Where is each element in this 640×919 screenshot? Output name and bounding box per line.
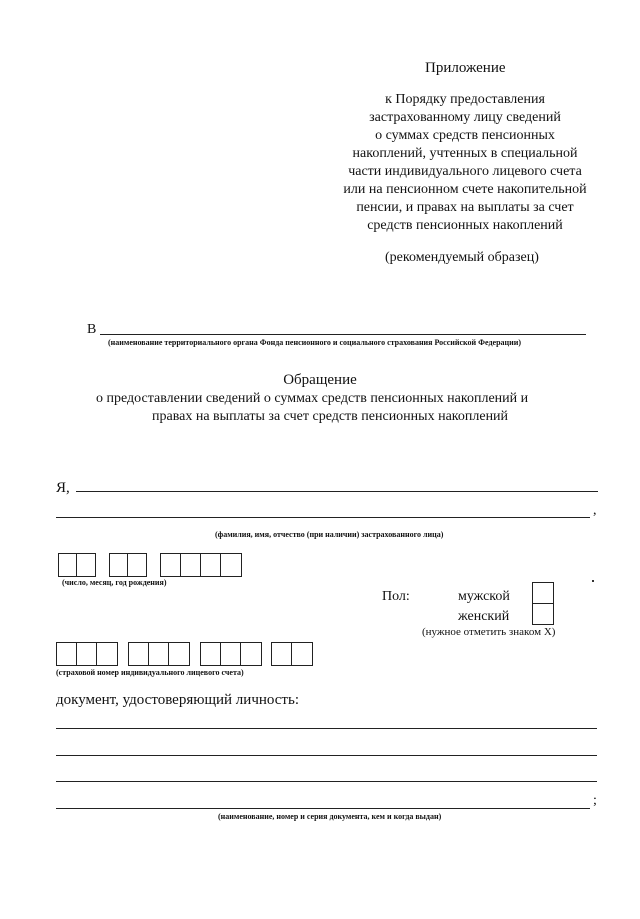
digit-cell[interactable] [201, 643, 221, 665]
document-subject-line-1: о предоставлении сведений о суммах средств пенсионных накоплений и [96, 391, 529, 406]
snils-group-2[interactable] [128, 642, 190, 666]
identity-document-field-3[interactable] [56, 781, 597, 782]
stray-mark [592, 580, 594, 582]
snils-caption: (страховой номер индивидуального лицевого счета) [56, 668, 244, 677]
digit-cell[interactable] [272, 643, 292, 665]
applicant-name-field-1[interactable] [76, 491, 598, 492]
applicant-prefix: Я, [56, 480, 70, 496]
reference-line: части индивидуального лицевого счета [348, 164, 582, 179]
digit-cell[interactable] [181, 554, 201, 576]
digit-cell[interactable] [161, 554, 181, 576]
applicant-name-field-2[interactable] [56, 517, 590, 518]
reference-line: застрахованному лицу сведений [369, 110, 561, 125]
digit-cell[interactable] [292, 643, 312, 665]
identity-document-field-4[interactable] [56, 808, 590, 809]
snils-group-3[interactable] [200, 642, 262, 666]
digit-cell[interactable] [221, 554, 241, 576]
digit-cell[interactable] [77, 554, 95, 576]
sex-female-label: женский [458, 609, 510, 624]
sex-note: (нужное отметить знаком X) [422, 626, 556, 638]
reference-line: о суммах средств пенсионных [375, 128, 555, 143]
reference-line: или на пенсионном счете накопительной [343, 182, 587, 197]
birth-date-caption: (число, месяц, год рождения) [62, 578, 167, 587]
digit-cell[interactable] [241, 643, 261, 665]
identity-document-semicolon: ; [593, 793, 597, 808]
birth-day-boxes[interactable] [58, 553, 96, 577]
identity-document-label: документ, удостоверяющий личность: [56, 692, 299, 708]
digit-cell[interactable] [110, 554, 128, 576]
digit-cell[interactable] [59, 554, 77, 576]
digit-cell[interactable] [128, 554, 146, 576]
digit-cell[interactable] [129, 643, 149, 665]
digit-cell[interactable] [221, 643, 241, 665]
sex-male-checkbox[interactable] [532, 582, 554, 604]
digit-cell[interactable] [149, 643, 169, 665]
addressee-field[interactable] [100, 334, 586, 335]
sex-female-checkbox[interactable] [532, 603, 554, 625]
appendix-reference [320, 91, 610, 235]
digit-cell[interactable] [169, 643, 189, 665]
birth-month-boxes[interactable] [109, 553, 147, 577]
digit-cell[interactable] [57, 643, 77, 665]
snils-group-4[interactable] [271, 642, 313, 666]
addressee-prefix: В [87, 322, 97, 337]
reference-line: накоплений, учтенных в специальной [352, 146, 578, 161]
digit-cell[interactable] [97, 643, 117, 665]
reference-line: средств пенсионных накоплений [367, 218, 563, 233]
addressee-caption: (наименование территориального органа Фонда пенсионного и социального страхования Российской Федерации) [108, 338, 522, 347]
birth-year-boxes[interactable] [160, 553, 242, 577]
identity-document-field-1[interactable] [56, 728, 597, 729]
digit-cell[interactable] [77, 643, 97, 665]
sex-male-label: мужской [458, 589, 510, 604]
sex-label: Пол: [382, 589, 410, 604]
reference-line: пенсии, и правах на выплаты за счет [356, 200, 574, 215]
digit-cell[interactable] [201, 554, 221, 576]
recommended-sample-note: (рекомендуемый образец) [385, 250, 539, 265]
applicant-comma: , [593, 503, 597, 518]
document-subject-line-2: правах на выплаты за счет средств пенсионных накоплений [152, 409, 509, 424]
appendix-title: Приложение [425, 60, 506, 76]
document-heading: Обращение [283, 372, 357, 388]
identity-document-field-2[interactable] [56, 755, 597, 756]
reference-line: к Порядку предоставления [385, 92, 545, 107]
snils-group-1[interactable] [56, 642, 118, 666]
identity-document-caption: (наименование, номер и серия документа, кем и когда выдан) [218, 812, 442, 821]
applicant-name-caption: (фамилия, имя, отчество (при наличии) застрахованного лица) [215, 530, 444, 539]
